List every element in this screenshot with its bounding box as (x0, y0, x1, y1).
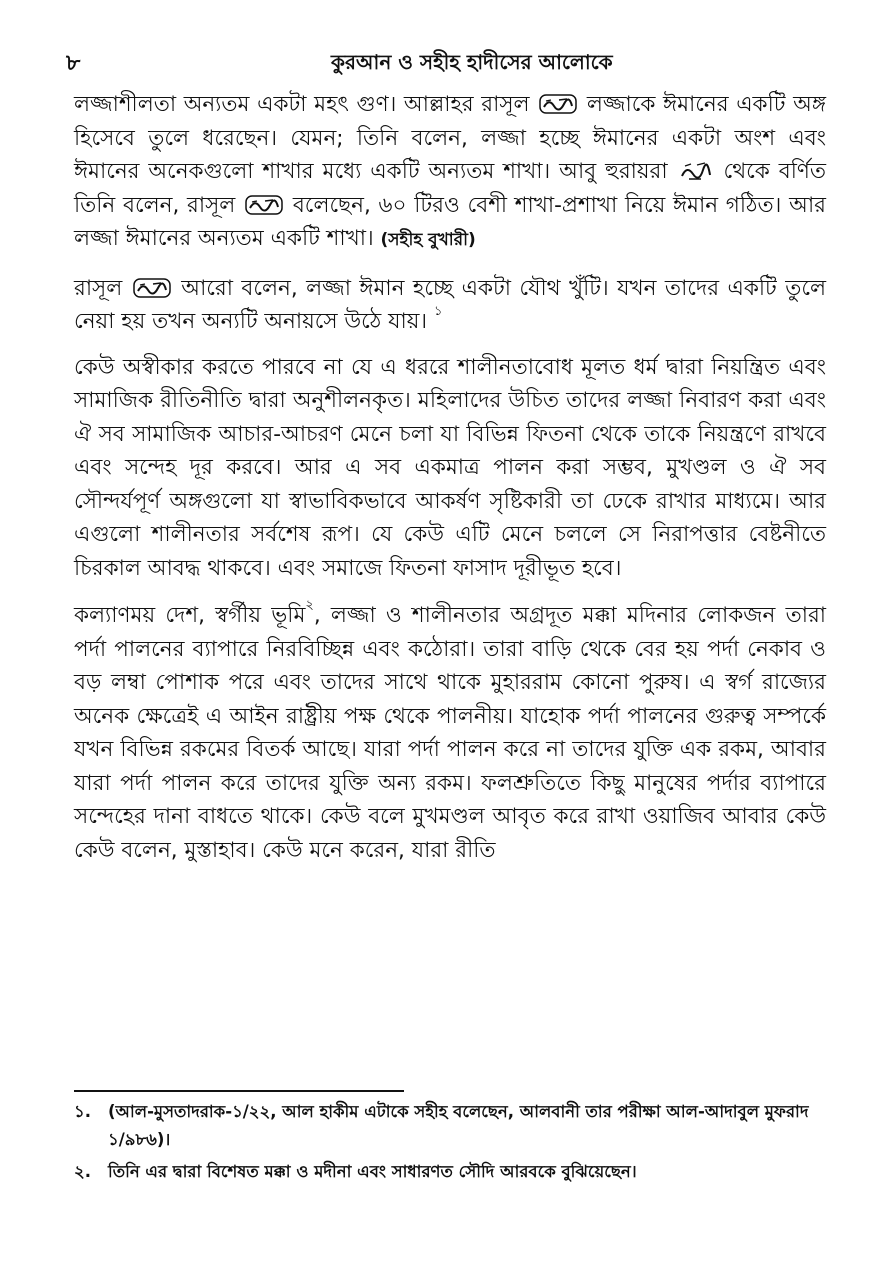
radiallahu-anhu-calligraphy-icon (679, 160, 713, 182)
paragraph-1-text-2: লজ্জাকে ঈমানের একটি অঙ্গ হিসেবে তুলে ধরেছেন। যেমন; তিনি বলেন, লজ্জা হচ্ছে ঈমানের একটা অংশ এবং ঈমানের অনেকগুলো শাখার মধ্যে একটি অন্যতম শাখা। আবু হুরায়রা (74, 92, 826, 184)
footnote-ref-2[interactable]: ২ (305, 598, 314, 613)
salawat-calligraphy-icon (245, 195, 283, 215)
footnote-divider (74, 1090, 404, 1092)
paragraph-3: কেউ অস্বীকার করতে পারবে না যে এ ধররে শালীনতাবোধ মূলত ধর্ম দ্বারা নিয়ন্ত্রিত এবং সামাজিক রীতিনীতি দ্বারা অনুশীলনকৃত। মহিলাদের উচিত তাদের লজ্জা নিবারণ করা এবং ঐ সব সামাজিক আচার-আচরণ মেনে চলা যা বিভিন্ন ফিতনা থেকে তাকে নিয়ন্ত্রণে রাখবে এবং সন্দেহ দূর করবে। আর এ সব একমাত্র পালন করা সম্ভব, মুখণ্ডল ও ঐ সব সৌন্দর্যপূর্ণ অঙ্গগুলো যা স্বাভাবিকভাবে আকর্ষণ সৃষ্টিকারী তা ঢেকে রাখার মাধ্যমে। আর এগুলো শালীনতার সর্বশেষ রূপ। যে কেউ এটি মেনে চললে সে নিরাপত্তার বেষ্টনীতে চিরকাল আবদ্ধ থাকবে। এবং সমাজে ফিতনা ফাসাদ দূরীভূত হবে। (74, 354, 826, 581)
footnote-2 (74, 1158, 832, 1186)
paragraph-1-text-3: থেকে বর্ণিত তিনি বলেন, রাসূল (74, 159, 826, 218)
salawat-calligraphy-icon (539, 94, 577, 114)
paragraph-1-text-1: লজ্জাশীলতা অন্যতম একটা মহৎ গুণ। আল্লাহর রাসূল (74, 92, 530, 117)
salawat-calligraphy-icon (133, 278, 171, 298)
paragraph-1-text-4: বলেছেন, ৬০ টিরও বেশী শাখা-প্রশাখা নিয়ে ঈমান গঠিত। আর লজ্জা ঈমানের অন্যতম একটি শাখা। (74, 192, 826, 251)
paragraph-1 (74, 88, 826, 258)
body-text (74, 88, 826, 881)
footnote-ref-1[interactable]: ১ (433, 304, 443, 319)
footnotes (74, 1098, 832, 1190)
paragraph-4-text-1: কল্যাণময় দেশ, স্বর্গীয় ভূমি (74, 603, 306, 628)
paragraph-2-text-2: আরো বলেন, লজ্জা ঈমান হচ্ছে একটা যৌথ খুঁটি। যখন তাদের একটি তুলে নেয়া হয় তখন অন্যটি অনায়সে উঠে যায়। (74, 275, 826, 334)
paragraph-2-text-1: রাসূল (74, 275, 123, 301)
paragraph-4 (74, 599, 826, 867)
footnote-mark: ১. (74, 1102, 91, 1121)
paragraph-4-text-2: , লজ্জা ও শালীনতার অগ্রদূত মক্কা মদিনার লোকজন তারা পর্দা পালনের ব্যাপারে নিরবিচ্ছিন্ন এবং কঠোরা। তারা বাড়ি থেকে বের হয় পর্দা নেকাব ও বড় লম্বা পোশাক পরে এবং তাদের সাথে থাকে মুহাররাম কোনো পুরুষ। এ স্বর্গ রাজ্যের অনেক ক্ষেত্রেই এ আইন রাষ্ট্রীয় পক্ষ থেকে পালনীয়। যাহোক পর্দা পালনের গুরুত্ব সম্পর্কে যখন বিভিন্ন রকমের বিতর্ক আছে। যারা পর্দা পালন করে না তাদের যুক্তি এক রকম, আবার যারা পর্দা পালন করে তাদের যুক্তি অন্য রকম। ফলশ্রুতিতে কিছু মানুষের পর্দার ব্যাপারে সন্দেহের দানা বাধতে থাকে। কেউ বলে মুখমণ্ডল আবৃত করে রাখা ওয়াজিব আবার কেউ কেউ বলেন, মুস্তাহাব। কেউ মনে করেন, যারা রীতি (74, 603, 827, 863)
footnote-text: (আল-মুসতাদরাক-১/২২, আল হাকীম এটাকে সহীহ বলেছেন, আলবানী তার পরীক্ষা আল-আদাবুল মুফরাদ ১/৯৮৬)। (108, 1102, 809, 1149)
page-number: ৮ (66, 51, 81, 76)
running-title: কুরআন ও সহীহ হাদীসের আলোকে (331, 50, 613, 74)
citation: (সহীহ বুখারী) (380, 230, 476, 250)
footnote-1 (74, 1098, 832, 1154)
footnote-mark: ২. (74, 1162, 91, 1181)
page-header (66, 46, 826, 86)
footnote-text: তিনি এর দ্বারা বিশেষত মক্কা ও মদীনা এবং সাধারণত সৌদি আরবকে বুঝিয়েছেন। (108, 1162, 637, 1181)
paragraph-2 (74, 272, 826, 339)
